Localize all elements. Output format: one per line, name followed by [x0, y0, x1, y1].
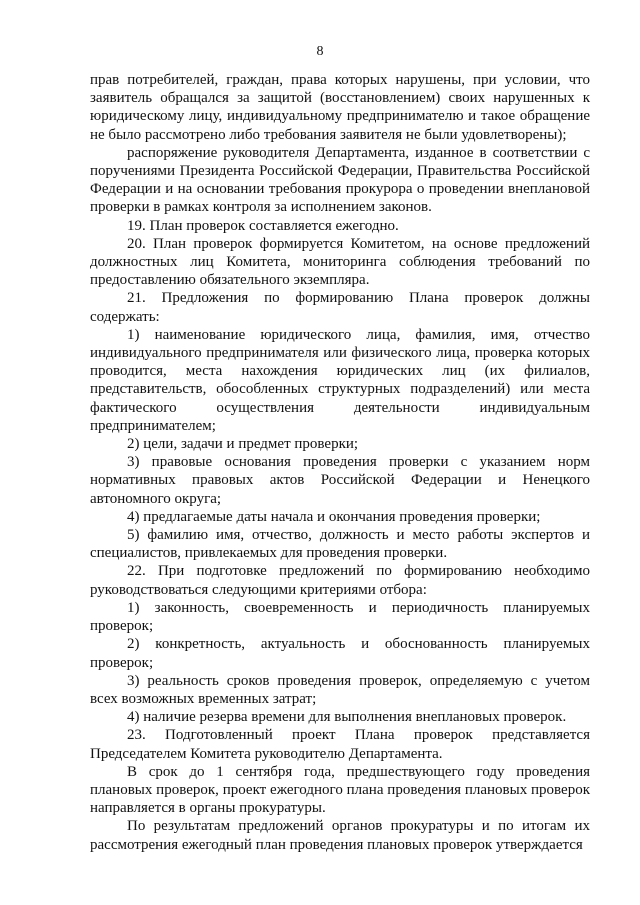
- page-number: 8: [316, 44, 324, 59]
- paragraph-item-21-5: 5) фамилию имя, отчество, должность и место работы экспертов и специалистов, привлекаемых для проведения проверки.: [90, 527, 590, 562]
- paragraph-item-21-3: 3) правовые основания проведения проверки с указанием норм нормативных правовых актов Российской Федерации и Ненецкого автономного округа;: [90, 454, 590, 507]
- paragraph-item-20: 20. План проверок формируется Комитетом, на основе предложений должностных лиц Комитета, мониторинга соблюдения требований по предоставлению обязательного экземпляра.: [90, 235, 590, 289]
- paragraph-item-21-1: 1) наименование юридического лица, фамилия, имя, отчество индивидуального предпринимателя или физического лица, проверка которых проводится, места нахождения юридических лиц (их филиалов, представительств, обособленных структурных подразделений) или места фактического осуществления деятельности индивидуальным предпринимателем;: [90, 326, 590, 434]
- paragraph-item-22-1: 1) законность, своевременность и периодичность планируемых проверок;: [90, 599, 590, 635]
- paragraph-item-21: 21. Предложения по формированию Плана проверок должны содержать:: [90, 290, 590, 325]
- paragraph-item-21-4: 4) предлагаемые даты начала и окончания проведения проверки;: [127, 508, 541, 525]
- paragraph-item-19: 19. План проверок составляется ежегодно.: [127, 217, 399, 234]
- paragraph-consumer-rights: прав потребителей, граждан, права которых нарушены, при условии, что заявитель обращался за защитой (восстановлением) своих нарушенных к юридическому лицу, индивидуальному предпринимателю и такое обращение не было рассмотрено либо требования заявителя не были удовлетворены);: [90, 72, 590, 143]
- paragraph-item-22-2: 2) конкретность, актуальность и обоснованность планируемых проверок;: [90, 636, 590, 671]
- paragraph-prosecutor-results: По результатам предложений органов прокуратуры и по итогам их рассмотрения ежегодный план проведения плановых проверок утверждается: [90, 818, 590, 853]
- paragraph-item-21-2: 2) цели, задачи и предмет проверки;: [127, 436, 359, 453]
- paragraph-item-23: 23. Подготовленный проект Плана проверок представляется Председателем Комитета руководителю Департамента.: [90, 727, 590, 762]
- document-body: [90, 71, 590, 854]
- paragraph-deadline: В срок до 1 сентября года, предшествующего году проведения плановых проверок, проект ежегодного плана проведения плановых проверок направляется в органы прокуратуры.: [90, 763, 590, 817]
- paragraph-item-22-3: 3) реальность сроков проведения проверок, определяемую с учетом всех возможных временных затрат;: [90, 672, 590, 707]
- paragraph-item-22-4: 4) наличие резерва времени для выполнения внеплановых проверок.: [127, 709, 567, 726]
- paragraph-item-22: 22. При подготовке предложений по формированию необходимо руководствоваться следующими критериями отбора:: [90, 563, 590, 598]
- paragraph-department-order: распоряжение руководителя Департамента, изданное в соответствии с поручениями Президента Российской Федерации, Правительства Российской Федерации и на основании требования прокурора о проведении внеплановой проверки в рамках контроля за исполнением законов.: [90, 144, 590, 216]
